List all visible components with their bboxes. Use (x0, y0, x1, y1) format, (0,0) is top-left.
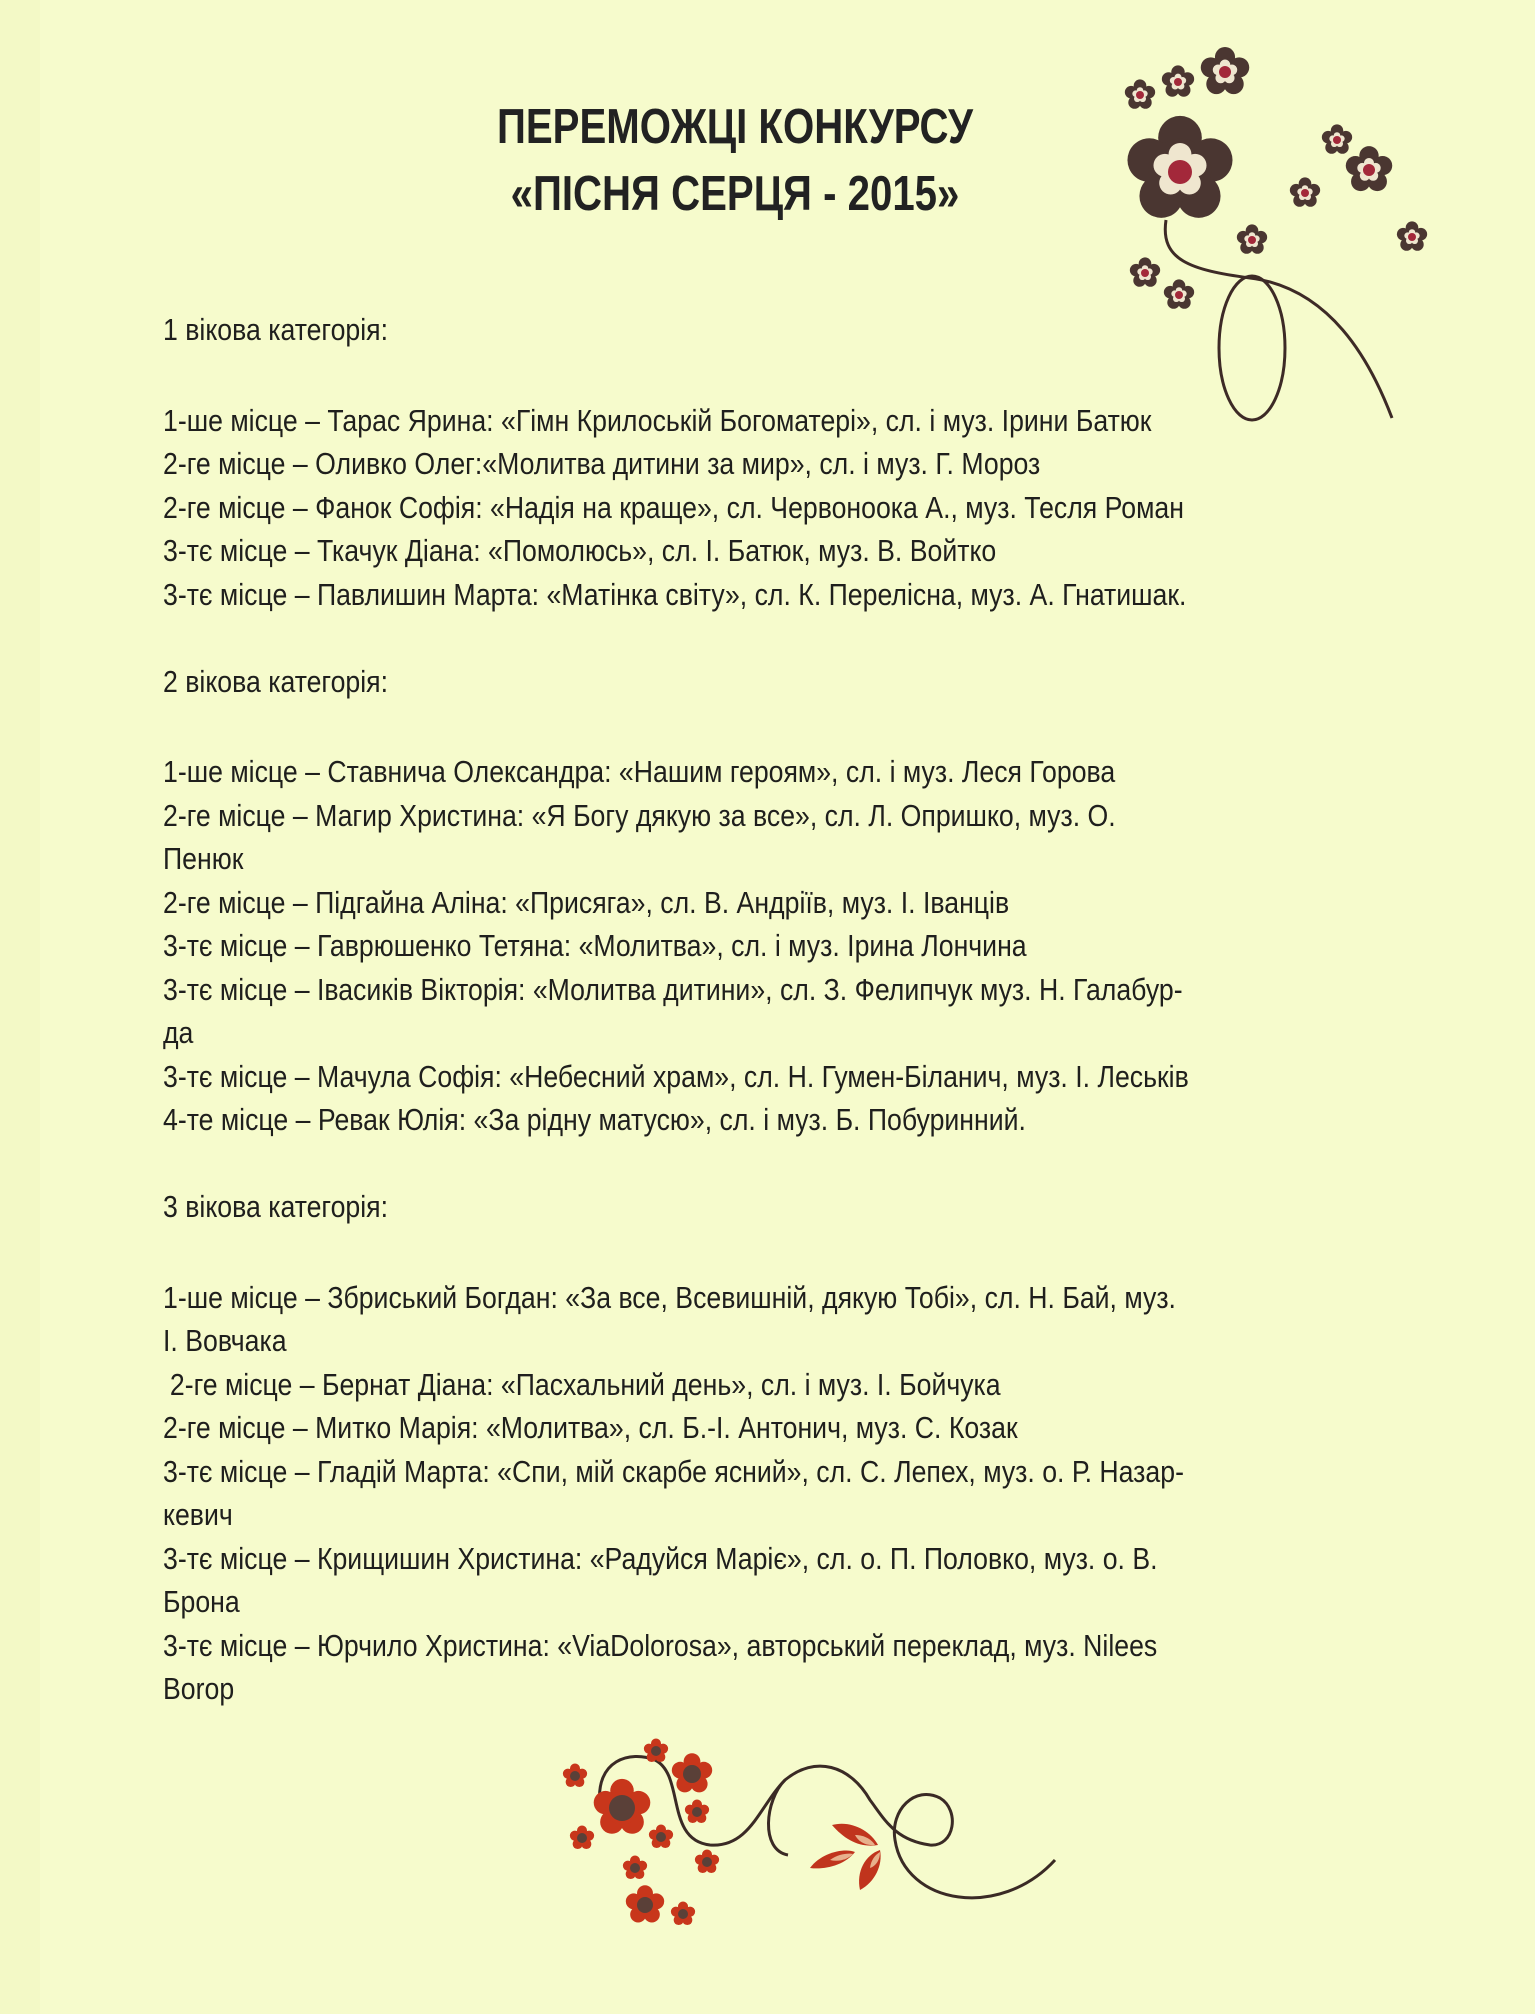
winners-list (163, 308, 1463, 1711)
winner-line: 1-ше місце – Збриський Богдан: «За все, Всевишній, дякую Тобі», сл. Н. Бай, муз. (163, 1279, 1176, 1315)
winner-line-continuation: кевич (163, 1497, 233, 1532)
winner-line: 3-тє місце – Гладій Марта: «Спи, мій скарбе ясний», сл. С. Лепех, муз. о. Р. Назар- (163, 1453, 1184, 1489)
winner-line: 2-ге місце – Магир Христина: «Я Богу дякую за все», сл. Л. Опришко, муз. О. (163, 797, 1116, 833)
winner-line: 3-тє місце – Юрчило Христина: «ViaDolorosa», авторський переклад, муз. Nilees (163, 1627, 1158, 1663)
winner-line: 1-ше місце – Ставнича Олександра: «Нашим героям», сл. і муз. Леся Горова (163, 754, 1116, 789)
category-heading: 3 вікова категорія: (163, 1189, 388, 1224)
top-flowers-decoration-icon (1100, 30, 1535, 430)
winner-line: 2-ге місце – Оливко Олег:«Молитва дитини за мир», сл. і муз. Г. Мороз (163, 446, 1041, 481)
winner-line: 3-тє місце – Мачула Софія: «Небесний храм», сл. Н. Гумен-Біланич, муз. І. Леськів (163, 1058, 1189, 1094)
winner-line: 3-тє місце – Гаврюшенко Тетяна: «Молитва», сл. і муз. Ірина Лончина (163, 928, 1027, 963)
winner-line-continuation: Брона (163, 1584, 240, 1619)
winner-line-continuation: І. Вовчака (163, 1323, 287, 1358)
winner-line: 4-те місце – Ревак Юлія: «За рідну матусю», сл. і муз. Б. Побуринний. (163, 1102, 1026, 1137)
winner-line: 3-тє місце – Павлишин Марта: «Матінка світу», сл. К. Перелісна, муз. А. Гнатишак. (163, 576, 1187, 612)
winner-line-continuation: Пенюк (163, 841, 244, 876)
page-title-line-1: ПЕРЕМОЖЦІ КОНКУРСУ (496, 100, 974, 154)
category-heading: 2 вікова категорія: (163, 663, 388, 699)
category-heading: 1 вікова категорія: (163, 312, 388, 347)
winner-line: 2-ге місце – Бернат Діана: «Пасхальний день», сл. і муз. І. Бойчука (169, 1366, 1001, 1402)
page-title-line-2: «ПІСНЯ СЕРЦЯ - 2015» (510, 167, 960, 221)
bottom-flowers-decoration-icon (560, 1720, 1120, 1980)
winner-line-continuation: да (163, 1015, 194, 1050)
winner-line-continuation: Borop (163, 1671, 235, 1706)
winner-line: 2-ге місце – Фанок Софія: «Надія на краще», сл. Червоноока А., муз. Тесля Роман (163, 489, 1184, 525)
winner-line: 3-тє місце – Крищишин Христина: «Радуйся Маріє», сл. о. П. Половко, муз. о. В. (163, 1540, 1158, 1576)
page-edge (0, 0, 40, 2014)
winner-line: 3-тє місце – Івасиків Вікторія: «Молитва дитини», сл. З. Фелипчук муз. Н. Галабур- (163, 971, 1183, 1007)
winner-line: 3-тє місце – Ткачук Діана: «Помолюсь», сл. І. Батюк, муз. В. Войтко (163, 533, 997, 568)
winner-line: 2-ге місце – Підгайна Аліна: «Присяга», сл. В. Андріїв, муз. І. Іванців (163, 884, 1010, 920)
winner-line: 1-ше місце – Тарас Ярина: «Гімн Крилоській Богоматері», сл. і муз. Ірини Батюк (163, 402, 1152, 438)
winner-line: 2-ге місце – Митко Марія: «Молитва», сл. Б.-І. Антонич, муз. С. Козак (163, 1410, 1018, 1445)
